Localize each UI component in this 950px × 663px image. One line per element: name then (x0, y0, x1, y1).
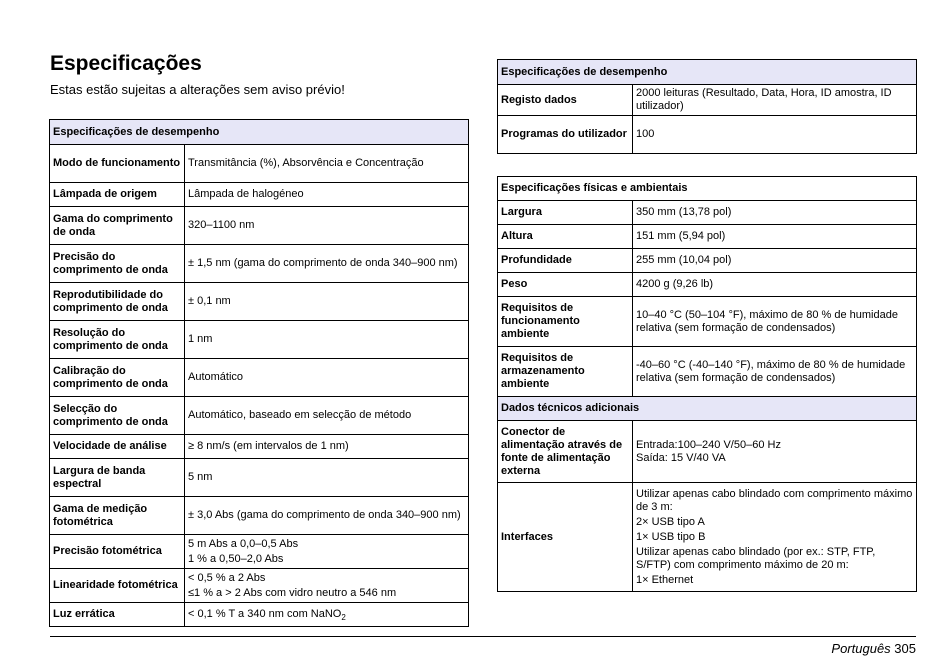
spec-label: Calibração do comprimento de onda (50, 359, 185, 397)
spec-value-text: < 0,1 % T a 340 nm com NaNO (188, 608, 342, 620)
spec-label: Requisitos de funcionamento ambiente (498, 297, 633, 347)
table-subheader: Dados técnicos adicionais (498, 397, 917, 421)
spec-label: Gama de medição fotométrica (50, 497, 185, 535)
spec-label: Interfaces (498, 483, 633, 592)
table-header: Especificações de desempenho (498, 60, 917, 85)
spec-value: 320–1100 nm (185, 207, 469, 245)
performance-spec-table (49, 119, 469, 627)
spec-value-line: Utilizar apenas cabo blindado (por ex.: STP, FTP, S/FTP) com comprimento máximo de 20 m: (636, 545, 876, 571)
spec-value (633, 421, 917, 483)
page-subtitle: Estas estão sujeitas a alterações sem aviso prévio! (50, 82, 345, 97)
spec-label: Requisitos de armazenamento ambiente (498, 347, 633, 397)
spec-value-line: ≤1 % a > 2 Abs com vidro neutro a 546 nm (188, 586, 397, 599)
spec-value: ± 3,0 Abs (gama do comprimento de onda 340–900 nm) (185, 497, 469, 535)
spec-value-line: 1× USB tipo B (636, 530, 706, 543)
spec-label: Luz errática (50, 603, 185, 627)
spec-value: 100 (633, 116, 917, 154)
footer-divider (50, 636, 916, 637)
spec-value-line: Entrada:100–240 V/50–60 Hz (636, 438, 781, 451)
spec-value (185, 603, 469, 627)
page-title: Especificações (50, 52, 202, 75)
spec-label: Altura (498, 225, 633, 249)
spec-label: Reprodutibilidade do comprimento de onda (50, 283, 185, 321)
spec-value-line: 1× Ethernet (636, 573, 694, 586)
spec-value (185, 535, 469, 569)
spec-value: Automático (185, 359, 469, 397)
spec-label: Programas do utilizador (498, 116, 633, 154)
page-footer (831, 641, 916, 656)
spec-label: Linearidade fotométrica (50, 569, 185, 603)
page-number: 305 (894, 641, 916, 656)
spec-value-line: 2× USB tipo A (636, 515, 705, 528)
spec-label: Peso (498, 273, 633, 297)
spec-label: Velocidade de análise (50, 435, 185, 459)
table-header: Especificações de desempenho (50, 120, 469, 145)
spec-value (633, 483, 917, 592)
physical-spec-table (497, 176, 917, 592)
spec-value: -40–60 °C (-40–140 °F), máximo de 80 % de humidade relativa (sem formação de condensados) (633, 347, 917, 397)
spec-value: 350 mm (13,78 pol) (633, 201, 917, 225)
spec-value: 5 nm (185, 459, 469, 497)
spec-value: Transmitância (%), Absorvência e Concentração (185, 145, 469, 183)
subscript: 2 (341, 613, 346, 623)
spec-label: Largura (498, 201, 633, 225)
spec-value: Lâmpada de halogéneo (185, 183, 469, 207)
spec-value: Automático, baseado em selecção de método (185, 397, 469, 435)
spec-label: Precisão do comprimento de onda (50, 245, 185, 283)
spec-label: Modo de funcionamento (50, 145, 185, 183)
spec-value-line: Utilizar apenas cabo blindado com comprimento máximo de 3 m: (636, 487, 913, 513)
table-header: Especificações físicas e ambientais (498, 177, 917, 201)
spec-label: Profundidade (498, 249, 633, 273)
spec-label: Registo dados (498, 85, 633, 116)
spec-value: ± 1,5 nm (gama do comprimento de onda 340–900 nm) (185, 245, 469, 283)
footer-language: Português (831, 641, 891, 656)
spec-label: Resolução do comprimento de onda (50, 321, 185, 359)
spec-label: Precisão fotométrica (50, 535, 185, 569)
spec-label: Selecção do comprimento de onda (50, 397, 185, 435)
spec-value-line: 1 % a 0,50–2,0 Abs (188, 552, 284, 565)
spec-value: 151 mm (5,94 pol) (633, 225, 917, 249)
spec-value: 255 mm (10,04 pol) (633, 249, 917, 273)
spec-value: ≥ 8 nm/s (em intervalos de 1 nm) (185, 435, 469, 459)
spec-value: 10–40 °C (50–104 °F), máximo de 80 % de humidade relativa (sem formação de condensados) (633, 297, 917, 347)
spec-label: Gama do comprimento de onda (50, 207, 185, 245)
spec-value: 4200 g (9,26 lb) (633, 273, 917, 297)
spec-value (185, 569, 469, 603)
spec-value-line: 5 m Abs a 0,0–0,5 Abs (188, 537, 299, 550)
performance-spec-table-continued (497, 59, 917, 154)
spec-value: ± 0,1 nm (185, 283, 469, 321)
spec-label: Lâmpada de origem (50, 183, 185, 207)
spec-value: 2000 leituras (Resultado, Data, Hora, ID amostra, ID utilizador) (633, 85, 917, 116)
spec-label: Largura de banda espectral (50, 459, 185, 497)
spec-label: Conector de alimentação através de fonte de alimentação externa (498, 421, 633, 483)
spec-value: 1 nm (185, 321, 469, 359)
spec-value-line: < 0,5 % a 2 Abs (188, 571, 266, 584)
spec-value-line: Saída: 15 V/40 VA (636, 451, 726, 464)
